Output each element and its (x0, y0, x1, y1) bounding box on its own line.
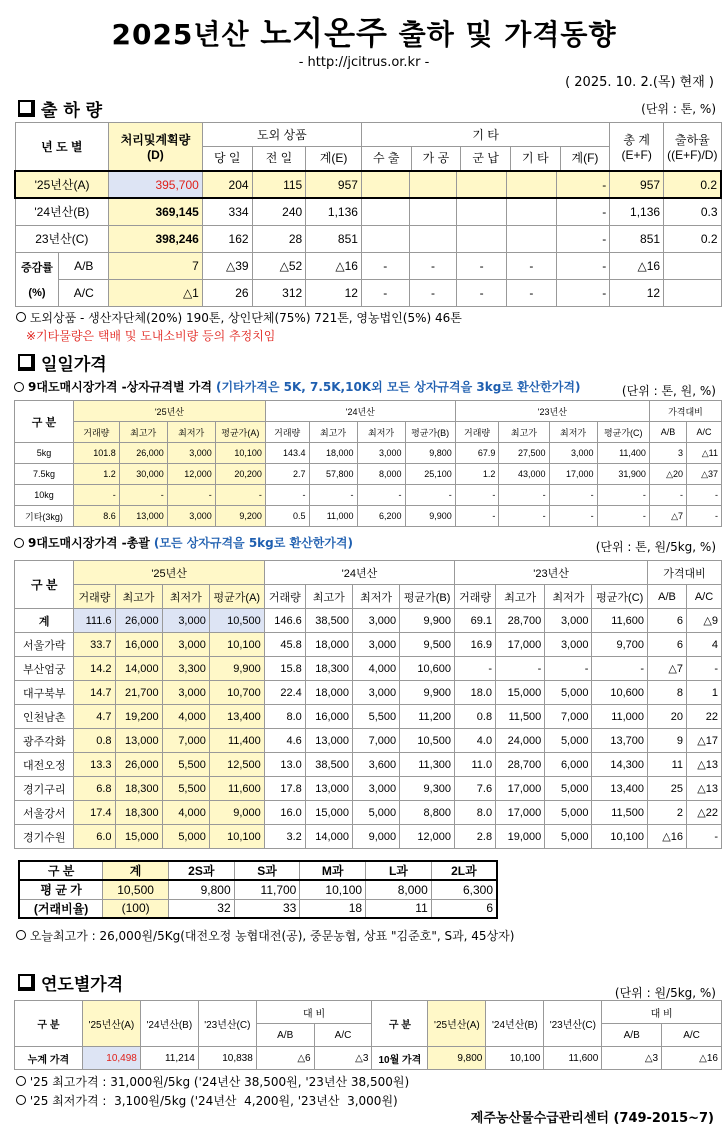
table-cell: 4,000 (162, 705, 209, 729)
table-cell: 15,000 (305, 801, 352, 825)
table-cell: △13 (686, 777, 721, 801)
bullet-icon (14, 382, 24, 392)
table-cell: 5,500 (162, 753, 209, 777)
table-cell: 11,000 (592, 705, 648, 729)
table-cell: 4 (686, 633, 721, 657)
table-cell: 9 (648, 729, 687, 753)
table-cell: 11,600 (209, 777, 264, 801)
table-row (15, 443, 722, 464)
table-cell: 11.0 (455, 753, 496, 777)
table-cell: 18,000 (305, 633, 352, 657)
table-cell: 18,000 (309, 443, 357, 464)
table-cell: 5,500 (352, 705, 399, 729)
table-cell: 3,000 (352, 681, 399, 705)
table-cell: 22 (686, 705, 721, 729)
table-cell: 17,000 (496, 801, 545, 825)
table-cell: - (549, 506, 597, 527)
table-cell: 6,200 (357, 506, 405, 527)
table-cell: 8.0 (455, 801, 496, 825)
table-row (15, 657, 722, 681)
table-cell: 10,100 (209, 633, 264, 657)
table-cell: 8,800 (400, 801, 455, 825)
table-cell: - (597, 485, 649, 506)
checkbox-icon (18, 100, 35, 117)
table-row: A/C △1 26 312 12 - - - - - 12 (15, 279, 721, 306)
table-cell: 14,000 (305, 825, 352, 849)
today-max-note: 오늘최고가 : 26,000원/5Kg(대전오정 농협대전(공), 중문농협, 상표 "김준호", S과, 45상자) (16, 927, 514, 944)
table-cell: 45.8 (264, 633, 305, 657)
table-cell: 31,900 (597, 464, 649, 485)
max-price-note: '25 최고가격 : 31,000원/5kg ('24년산 38,500원, '23년산 38,500원) (16, 1073, 409, 1090)
table-cell: 17,000 (496, 777, 545, 801)
table-cell: 11,300 (400, 753, 455, 777)
table-cell: 111.6 (74, 609, 115, 633)
shipment-table: 년 도 별 처리및계획량 (D) 도외 상품 당 일 전 일 계(E) 기 타 수 출 가 공 군 납 기 타 계(F) 총 계 (E+F) 출하율 ((E+F)/D) '25년산(A) 395,700 204 115 957 - 957 0.2 '24년산(B) 369,145 334 240 1,136 - 1,136 0.3 23년산(C) 398,246 162 28 851 - 851 0.2 증감률 (%) A/B 7 △39 △52 △16 - - - - - △16 A/C △1 26 312 12 - - - - - 12 (14, 122, 722, 307)
table-row (15, 705, 722, 729)
table-row (15, 485, 722, 506)
table-cell: △20 (649, 464, 686, 485)
unit-label: (단위 : 원/5kg, %) (614, 986, 716, 1000)
table-cell: 0.8 (455, 705, 496, 729)
table-cell: △11 (687, 443, 722, 464)
table-row (15, 825, 722, 849)
table-row (15, 801, 722, 825)
bullet-icon (14, 538, 24, 548)
table-cell: 14,300 (592, 753, 648, 777)
table-cell: 5,000 (545, 777, 592, 801)
sub-box-price: 9대도매시장가격 -상자규격별 가격 (기타가격은 5K, 7.5K,10K외 모든 상자규격을 3kg로 환산한가격) (14, 378, 581, 395)
row-label: 계 (15, 609, 74, 633)
row-label: 7.5kg (15, 464, 74, 485)
table-cell: 21,700 (115, 681, 162, 705)
table-cell: 16,000 (115, 633, 162, 657)
table-cell: 7,000 (545, 705, 592, 729)
table-cell: 22.4 (264, 681, 305, 705)
table-cell: 10,100 (215, 443, 265, 464)
report-date: ( 2025. 10. 2.(목) 현재 ) (565, 75, 714, 90)
table-cell: 3,000 (357, 443, 405, 464)
table-cell: 30,000 (119, 464, 167, 485)
table-cell: 26,000 (115, 753, 162, 777)
table-cell: - (686, 657, 721, 681)
table-cell: 26,000 (115, 609, 162, 633)
table-cell: △22 (686, 801, 721, 825)
table-row (15, 777, 722, 801)
table-cell: - (455, 506, 499, 527)
table-cell: 67.9 (455, 443, 499, 464)
row-label: 경기구리 (15, 777, 74, 801)
table-cell: 11,200 (400, 705, 455, 729)
bullet-icon (16, 1095, 26, 1105)
table-cell: 13,400 (592, 777, 648, 801)
table-cell: 5,000 (545, 729, 592, 753)
table-cell: 10,500 (209, 609, 264, 633)
table-cell: 27,500 (499, 443, 549, 464)
table-cell: 17,000 (496, 633, 545, 657)
table-cell: 3,000 (549, 443, 597, 464)
table-cell: 24,000 (496, 729, 545, 753)
table-cell: 13,000 (305, 729, 352, 753)
table-row: 누계 가격 10,498 11,214 10,838 △6 △3 10월 가격 9,800 10,100 11,600 △3 △16 (15, 1047, 722, 1070)
table-cell: 16.9 (455, 633, 496, 657)
table-cell: △17 (686, 729, 721, 753)
table-cell: 146.6 (264, 609, 305, 633)
table-cell: 1.2 (73, 464, 119, 485)
table-cell: 18,300 (305, 657, 352, 681)
table-cell: 9,900 (405, 506, 455, 527)
checkbox-icon (18, 354, 35, 371)
table-cell: 9,200 (215, 506, 265, 527)
table-cell: - (265, 485, 309, 506)
table-cell: 16.0 (264, 801, 305, 825)
table-cell: - (687, 485, 722, 506)
table-cell: 5,000 (352, 801, 399, 825)
row-label: 부산엄궁 (15, 657, 74, 681)
table-cell: 4.0 (455, 729, 496, 753)
table-row: '24년산(B) 369,145 334 240 1,136 - 1,136 0.3 (15, 198, 721, 225)
table-cell: 5,000 (545, 681, 592, 705)
table-cell: 7.6 (455, 777, 496, 801)
table-cell: 10,700 (209, 681, 264, 705)
table-cell: 19,200 (115, 705, 162, 729)
table-cell: 4.6 (264, 729, 305, 753)
table-cell: 57,800 (309, 464, 357, 485)
table-cell: 28,700 (496, 753, 545, 777)
unit-label: (단위 : 톤, 원, %) (621, 384, 716, 398)
table-cell: 8,000 (357, 464, 405, 485)
table-cell: 15.8 (264, 657, 305, 681)
table-cell: 2.7 (265, 464, 309, 485)
table-cell: △7 (648, 657, 687, 681)
table-row (15, 681, 722, 705)
table-cell: 1 (686, 681, 721, 705)
table-cell: 19,000 (496, 825, 545, 849)
table-cell: - (357, 485, 405, 506)
row-label: 대전오정 (15, 753, 74, 777)
row-label: 서울강서 (15, 801, 74, 825)
table-cell: 11,400 (209, 729, 264, 753)
table-cell: 5,500 (162, 777, 209, 801)
table-cell: 8.6 (73, 506, 119, 527)
table-cell: 28,700 (496, 609, 545, 633)
table-cell: - (496, 657, 545, 681)
table-cell: 13,400 (209, 705, 264, 729)
table-cell: 38,500 (305, 753, 352, 777)
row-label: 경기수원 (15, 825, 74, 849)
table-cell: 14.2 (74, 657, 115, 681)
table-cell: △7 (649, 506, 686, 527)
table-cell: 16,000 (305, 705, 352, 729)
section-yearly-price: 연도별가격 (18, 970, 123, 995)
table-cell: 11,400 (597, 443, 649, 464)
table-cell: 5,000 (162, 825, 209, 849)
table-cell: 2 (648, 801, 687, 825)
table-cell: 13,000 (115, 729, 162, 753)
table-cell: 4,000 (162, 801, 209, 825)
table-cell: 3,000 (162, 609, 209, 633)
yearly-price-table: 구 분 '25년산(A) '24년산(B) '23년산(C) 대 비 구 분 '25년산(A) '24년산(B) '23년산(C) 대 비 A/B A/C A/B A/C 누계 가격 10,498 11,214 10,838 △6 △3 10월 가격 9,800 10,100 11,600 △3 △16 (14, 1000, 722, 1070)
table-cell: 18.0 (455, 681, 496, 705)
table-cell: 143.4 (265, 443, 309, 464)
table-cell: 25 (648, 777, 687, 801)
table-cell: 3.2 (264, 825, 305, 849)
table-row (15, 753, 722, 777)
table-cell: 26,000 (119, 443, 167, 464)
table-cell: 3,000 (162, 633, 209, 657)
row-label: 10kg (15, 485, 74, 506)
table-cell: 8.0 (264, 705, 305, 729)
table-cell: 12,000 (400, 825, 455, 849)
table-cell: 43,000 (499, 464, 549, 485)
table-cell: 9,900 (400, 681, 455, 705)
section-daily-price: 일일가격 (18, 350, 107, 375)
table-cell: 12,500 (209, 753, 264, 777)
table-cell: - (215, 485, 265, 506)
table-cell: 9,000 (352, 825, 399, 849)
table-cell: - (499, 506, 549, 527)
table-cell: 6 (648, 633, 687, 657)
bullet-icon (16, 1076, 26, 1086)
min-price-note: '25 최저가격 : 3,100원/5kg ('24년산 4,200원, '23년산 3,000원) (16, 1092, 398, 1109)
table-cell: - (455, 485, 499, 506)
table-cell: △13 (686, 753, 721, 777)
unit-label: (단위 : 톤, %) (641, 102, 716, 116)
table-cell: 3,000 (167, 443, 215, 464)
table-cell: 17,000 (549, 464, 597, 485)
table-row (15, 633, 722, 657)
table-cell: 3,000 (545, 633, 592, 657)
table-cell: 10,600 (400, 657, 455, 681)
row-label: 서울가락 (15, 633, 74, 657)
table-cell: - (167, 485, 215, 506)
table-cell: 38,500 (305, 609, 352, 633)
table-cell: 3,000 (352, 609, 399, 633)
table-cell: 14,000 (115, 657, 162, 681)
table-cell: 17.4 (74, 801, 115, 825)
table-cell: 18,000 (305, 681, 352, 705)
table-cell: 10,100 (209, 825, 264, 849)
table-cell: 11,500 (496, 705, 545, 729)
etc-note: ※기타물량은 택배 및 도내소비량 등의 추정치임 (26, 329, 276, 343)
table-cell: 9,300 (400, 777, 455, 801)
table-cell: 3 (649, 443, 686, 464)
section-shipment: 출 하 량 (18, 96, 102, 121)
total-price-table: 구 분 '25년산 '24년산 '23년산 가격대비 거래량 최고가 최저가 평균가(A) 거래량 최고가 최저가 평균가(B) 거래량 최고가 최저가 평균가(C) A/B A/C 계 111.6 26,000 3,000 10,500 146.6 38,500 3,000 9,900 69.1 28,700 3,000 11,600 6 △9 서울가락 33.7 16,000 3,000 10,100 45.8 18,000 3,000 9,500 16.9 17,000 3,000 9,700 6 4 부산엄궁 14.2 14,000 3,300 9,900 15.8 18,300 4,000 10,600 - - - - △7 - 대구북부 14.7 21,700 3,000 10,700 22.4 18,000 3,000 9,900 18.0 15,000 5,000 10,600 8 1 인천남촌 4.7 19,200 4,000 13,400 8.0 16,000 5,500 11,200 0.8 11,500 7,000 11,000 20 22 광주각화 0.8 13,000 7,000 11,400 4.6 13,000 7,000 10,500 4.0 24,000 5,000 13,700 9 △17 대전오정 13.3 26,000 5,500 12,500 13.0 38,500 3,600 11,300 11.0 28,700 6,000 14,300 11 △13 경기구리 6.8 18,300 5,500 11,600 17.8 13,000 3,000 9,300 7.6 17,000 5,000 13,400 25 △13 서울강서 17.4 18,300 4,000 9,000 16.0 15,000 5,000 8,800 8.0 17,000 5,000 11,500 2 △22 경기수원 6.0 15,000 5,000 10,100 3.2 14,000 9,000 12,000 2.8 19,000 5,000 10,100 △16 - (14, 560, 722, 849)
table-cell: 13.3 (74, 753, 115, 777)
unit-label: (단위 : 톤, 원/5kg, %) (595, 540, 716, 554)
table-cell: 10,100 (592, 825, 648, 849)
table-cell: - (687, 506, 722, 527)
table-row (15, 464, 722, 485)
table-cell: 3,000 (162, 681, 209, 705)
checkbox-icon (18, 974, 35, 991)
table-cell: 1.2 (455, 464, 499, 485)
table-row (15, 609, 722, 633)
row-label: 기타(3kg) (15, 506, 74, 527)
table-cell: 9,700 (592, 633, 648, 657)
table-cell: 13,700 (592, 729, 648, 753)
bullet-icon (16, 312, 26, 322)
table-cell: - (686, 825, 721, 849)
table-cell: 4.7 (74, 705, 115, 729)
bullet-icon (16, 930, 26, 940)
table-cell: 0.5 (265, 506, 309, 527)
table-cell: 18,300 (115, 777, 162, 801)
table-cell: 10,600 (592, 681, 648, 705)
table-cell: 3,600 (352, 753, 399, 777)
table-cell: 3,300 (162, 657, 209, 681)
table-cell: - (549, 485, 597, 506)
site-url[interactable]: - http://jcitrus.or.kr - (298, 55, 430, 70)
table-cell: - (597, 506, 649, 527)
table-cell: 20,200 (215, 464, 265, 485)
table-cell: 13.0 (264, 753, 305, 777)
table-cell: △9 (686, 609, 721, 633)
shipment-note: 도외상품 - 생산자단체(20%) 190톤, 상인단체(75%) 721톤, 영농법인(5%) 46톤 (16, 309, 462, 326)
table-cell: - (73, 485, 119, 506)
sub-total-price: 9대도매시장가격 -총괄 (모든 상자규격을 5kg로 환산한가격) (14, 534, 353, 551)
table-cell: 7,000 (352, 729, 399, 753)
row-label: 대구북부 (15, 681, 74, 705)
table-cell: - (649, 485, 686, 506)
table-cell: 9,800 (405, 443, 455, 464)
table-cell: - (455, 657, 496, 681)
table-cell: 3,000 (167, 506, 215, 527)
table-cell: 11,000 (309, 506, 357, 527)
table-cell: 8 (648, 681, 687, 705)
table-cell: 13,000 (119, 506, 167, 527)
table-cell: - (405, 485, 455, 506)
table-cell: 5,000 (545, 801, 592, 825)
table-cell: - (545, 657, 592, 681)
table-cell: 33.7 (74, 633, 115, 657)
table-cell: 6,000 (545, 753, 592, 777)
row-label: 광주각화 (15, 729, 74, 753)
size-ratio-table: 구 분 계 2S과 S과 M과 L과 2L과 평 균 가 10,500 9,800 11,700 10,100 8,000 6,300 (거래비율) (100) 32 33 18 11 6 (18, 860, 498, 919)
table-cell: - (592, 657, 648, 681)
table-cell: 9,900 (400, 609, 455, 633)
table-cell: 11 (648, 753, 687, 777)
table-cell: 2.8 (455, 825, 496, 849)
table-row (15, 506, 722, 527)
table-cell: 15,000 (115, 825, 162, 849)
table-cell: 14.7 (74, 681, 115, 705)
table-row: 23년산(C) 398,246 162 28 851 - 851 0.2 (15, 225, 721, 252)
table-cell: 20 (648, 705, 687, 729)
table-cell: - (119, 485, 167, 506)
page-title: 2025년산 노지온주 출하 및 가격동향 (111, 14, 617, 52)
table-cell: 3,000 (352, 633, 399, 657)
table-cell: 13,000 (305, 777, 352, 801)
table-cell: 4,000 (352, 657, 399, 681)
table-cell: 25,100 (405, 464, 455, 485)
table-cell: 9,900 (209, 657, 264, 681)
table-cell: 3,000 (545, 609, 592, 633)
table-cell: 5,000 (545, 825, 592, 849)
table-cell: 12,000 (167, 464, 215, 485)
table-cell: 6 (648, 609, 687, 633)
table-cell: 17.8 (264, 777, 305, 801)
table-cell: 6.8 (74, 777, 115, 801)
table-cell: 9,500 (400, 633, 455, 657)
table-cell: 18,300 (115, 801, 162, 825)
footer-org: 제주농산물수급관리센터 (749-2015~7) (470, 1111, 714, 1126)
table-cell: △37 (687, 464, 722, 485)
table-cell: 11,500 (592, 801, 648, 825)
row-label: 5kg (15, 443, 74, 464)
table-cell: 69.1 (455, 609, 496, 633)
table-row: '25년산(A) 395,700 204 115 957 - 957 0.2 (15, 171, 721, 198)
table-cell: 15,000 (496, 681, 545, 705)
table-cell: 6.0 (74, 825, 115, 849)
table-cell: - (499, 485, 549, 506)
table-row: 증감률 (%) A/B 7 △39 △52 △16 - - - - - △16 (15, 252, 721, 279)
table-cell: 0.8 (74, 729, 115, 753)
table-cell: 7,000 (162, 729, 209, 753)
table-cell: 101.8 (73, 443, 119, 464)
row-label: 인천남촌 (15, 705, 74, 729)
table-row (15, 729, 722, 753)
box-price-table: 구 분 '25년산 '24년산 '23년산 가격대비 거래량 최고가 최저가 평균가(A) 거래량 최고가 최저가 평균가(B) 거래량 최고가 최저가 평균가(C) A/B A/C 5kg 101.8 26,000 3,000 10,100 143.4 18,000 3,000 9,800 67.9 27,500 3,000 11,400 3 △11 7.5kg 1.2 30,000 12,000 20,200 2.7 57,800 8,000 25,100 1.2 43,000 17,000 31,900 △20 △37 10kg - - - - - - - - - - - - - - 기타(3kg) 8.6 13,000 3,000 9,200 0.5 11,000 6,200 9,900 - - - - △7 - (14, 400, 722, 527)
table-cell: 10,500 (400, 729, 455, 753)
table-cell: 11,600 (592, 609, 648, 633)
table-cell: - (309, 485, 357, 506)
table-cell: 3,000 (352, 777, 399, 801)
table-cell: 9,000 (209, 801, 264, 825)
table-cell: △16 (648, 825, 687, 849)
